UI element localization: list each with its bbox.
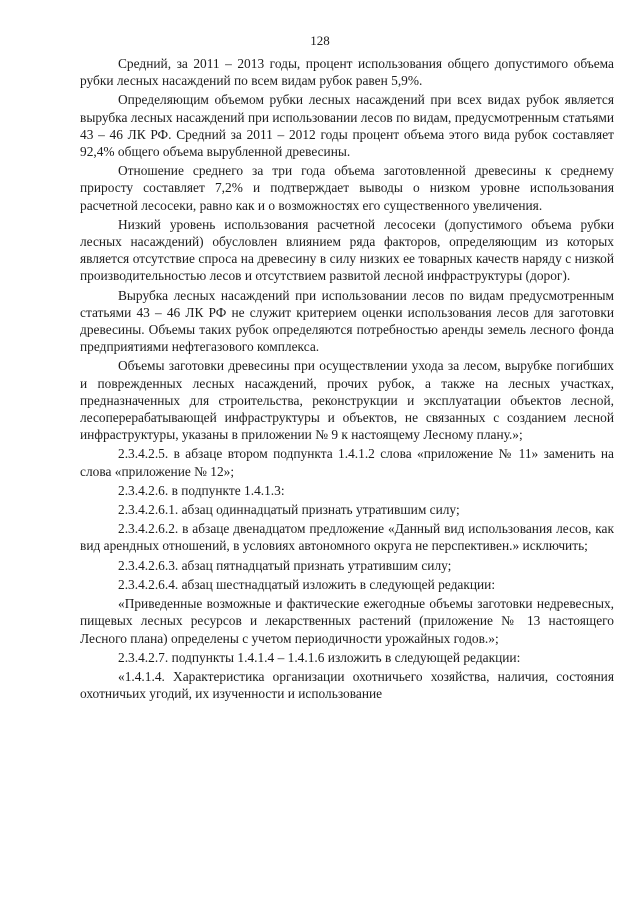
paragraph-amendment-2-3-4-2-6-3: 2.3.4.2.6.3. абзац пятнадцатый признать утратившим силу; [118, 557, 452, 573]
paragraph-felling-criteria: Вырубка лесных насаждений при использовании лесов по видам предусмотренным статьями 43 – 46 ЛК РФ не служит критерием оценки использования лесов для заготовки древесины. Объемы таких рубок определяются потребностью аренды земель лесного фонда предприятиями нефтегазового комплекса. [80, 287, 614, 355]
document-body [80, 55, 614, 702]
paragraph-determining-volume: Определяющим объемом рубки лесных насаждений при всех видах рубок является вырубка лесных насаждений при использовании лесов по видам, предусмотренным статьями 43 – 46 ЛК РФ. Средний за 2011 – 2012 годы процент объема этого вида рубок составляет 92,4% общего объема вырубленной древесины. [80, 92, 614, 160]
paragraph-amendment-2-3-4-2-6-1: 2.3.4.2.6.1. абзац одиннадцатый признать утратившим силу; [118, 502, 460, 518]
page-number: 128 [310, 33, 330, 48]
paragraph-quoted-non-timber: «Приведенные возможные и фактические ежегодные объемы заготовки недревесных, пищевых лесных ресурсов и лекарственных растений (приложение № 13 настоящего Лесного плана) определены с учетом периодичности урожайных годов.»; [80, 596, 614, 646]
paragraph-amendment-2-3-4-2-6: 2.3.4.2.6. в подпункте 1.4.1.3: [118, 482, 285, 498]
paragraph-amendment-2-3-4-2-6-4: 2.3.4.2.6.4. абзац шестнадцатый изложить в следующей редакции: [118, 576, 496, 592]
paragraph-harvest-volumes: Объемы заготовки древесины при осуществлении ухода за лесом, вырубке погибших и поврежденных лесных насаждений, прочих рубок, а также на лесных участках, предназначенных для строительства, реконструкции и эксплуатации объектов лесной, лесоперерабатывающей инфраструктуры и объектов, не связанных с созданием лесной инфраструктуры, указаны в приложении № 9 к настоящему Лесному плану.»; [80, 358, 614, 443]
paragraph-amendment-2-3-4-2-6-2: 2.3.4.2.6.2. в абзаце двенадцатом предложение «Данный вид использования лесов, как вид арендных отношений, в условиях автономного округа не перспективен.» исключить; [80, 521, 614, 554]
paragraph-quoted-hunting: «1.4.1.4. Характеристика организации охотничьего хозяйства, наличия, состояния охотничьих угодий, их изученности и использование [80, 668, 614, 702]
paragraph-low-usage-reasons: Низкий уровень использования расчетной лесосеки (допустимого объема рубки лесных насаждений) обусловлен влиянием ряда факторов, определяющим из которых является отсутствие спроса на древесину в силу низких ее товарных качеств наряду с низкой производительностью лесов и отсутствием развитой лесной инфраструктуры (дорог). [80, 216, 614, 284]
paragraph-summary-avg-usage: Средний, за 2011 – 2013 годы, процент использования общего допустимого объема рубки лесных насаждений по всем видам рубок равен 5,9%. [80, 56, 614, 89]
paragraph-ratio-to-growth: Отношение среднего за три года объема заготовленной древесины к среднему приросту составляет 7,2% и подтверждает выводы о низком уровне использования расчетной лесосеки, равно как и о возможностях его существенного увеличения. [80, 163, 614, 213]
paragraph-amendment-2-3-4-2-7: 2.3.4.2.7. подпункты 1.4.1.4 – 1.4.1.6 изложить в следующей редакции: [118, 649, 521, 665]
paragraph-amendment-2-3-4-2-5: 2.3.4.2.5. в абзаце втором подпункта 1.4.1.2 слова «приложение № 11» заменить на слова «приложение № 12»; [80, 446, 614, 479]
